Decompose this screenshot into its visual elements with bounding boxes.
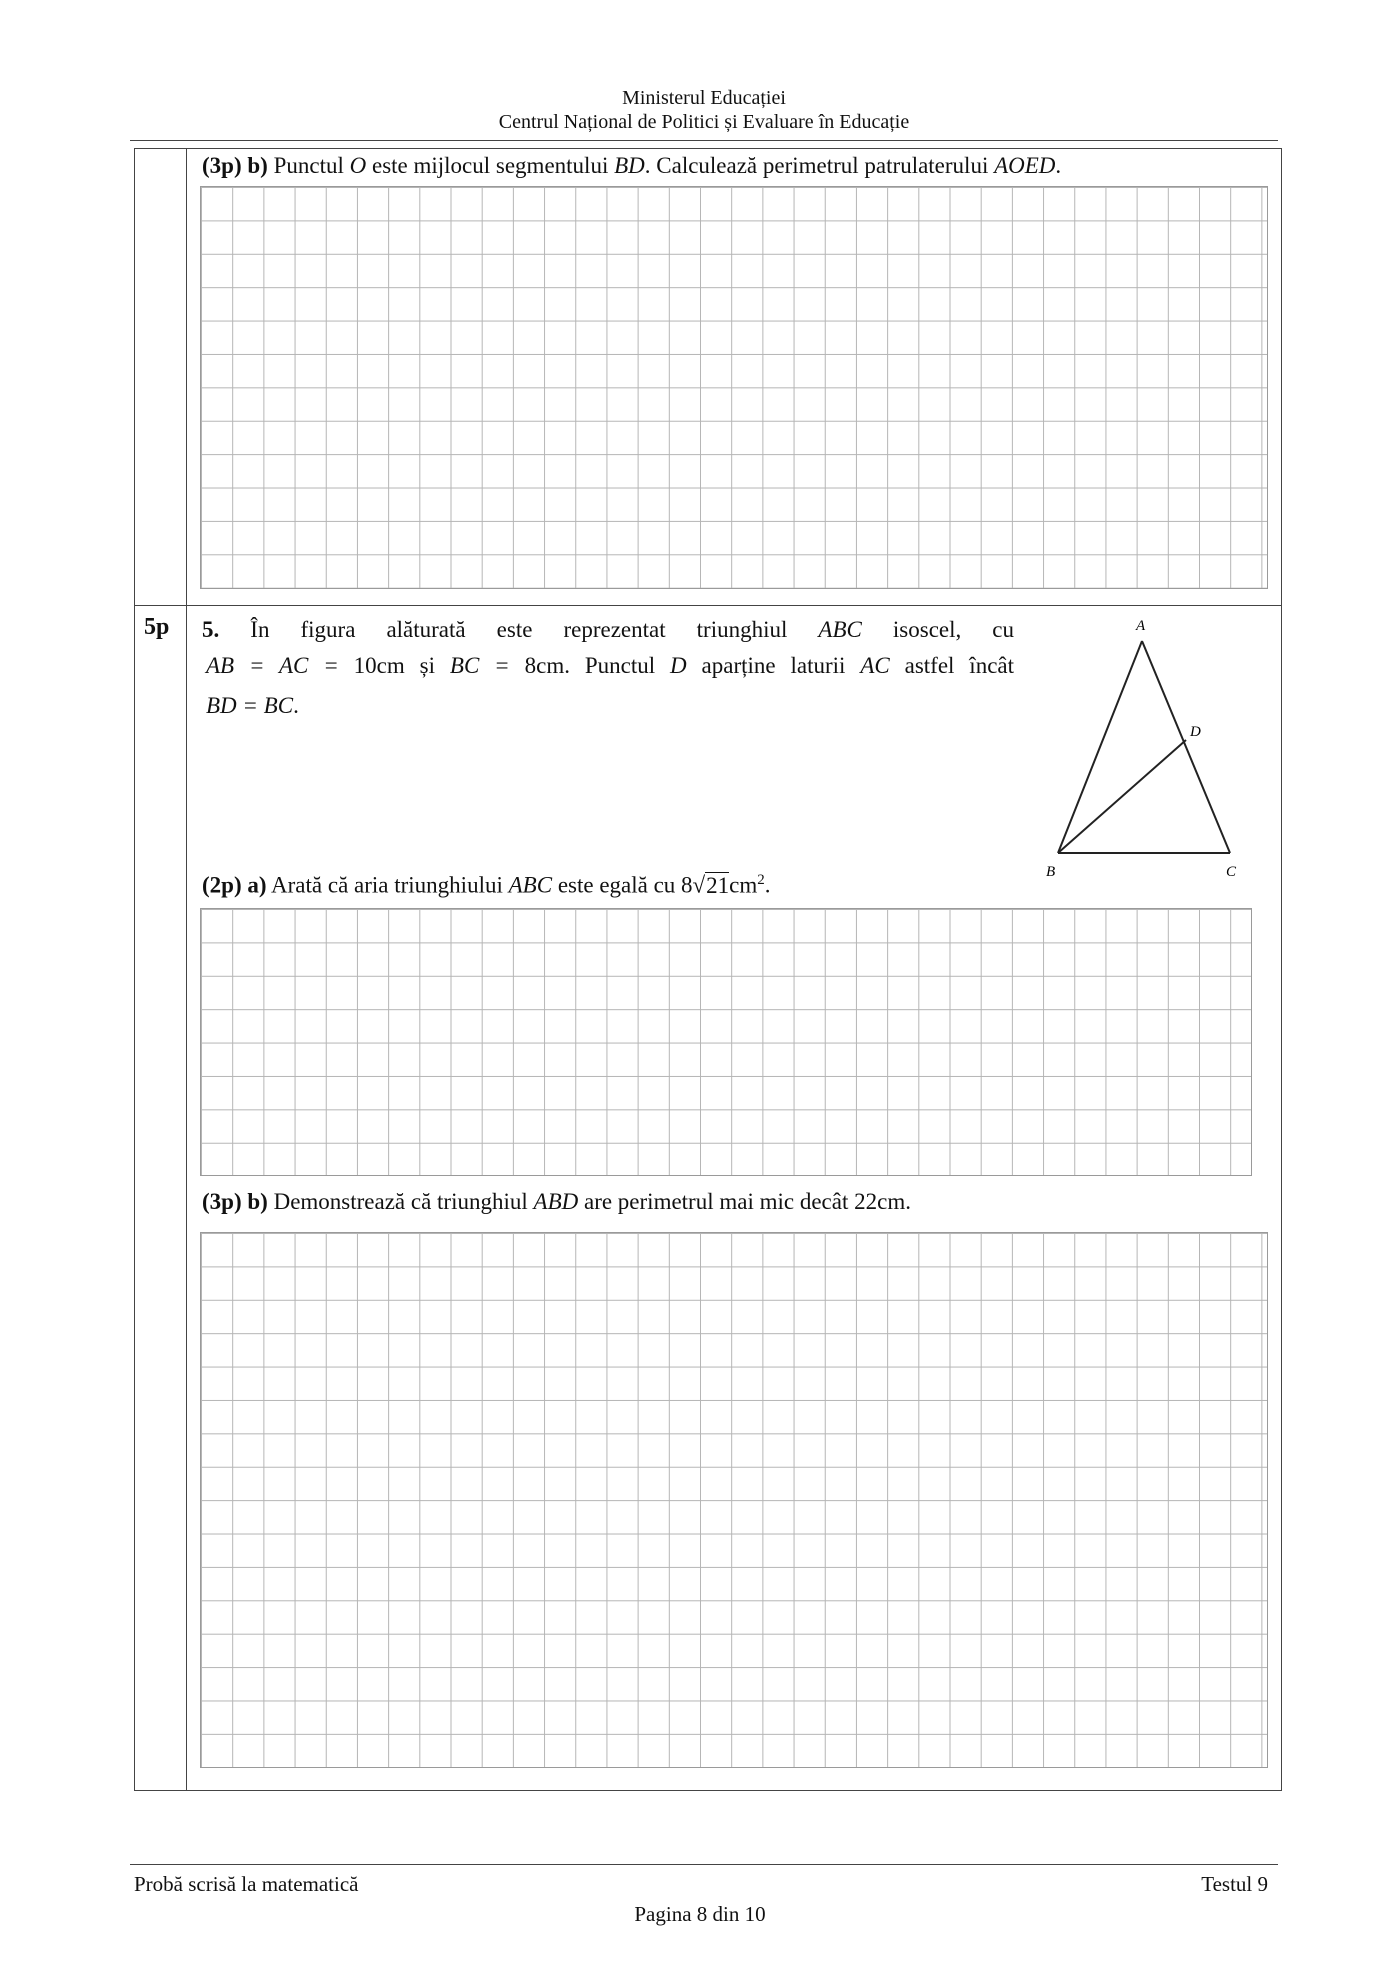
math-O: O [349,153,367,178]
text-fragment: În figura alăturată este reprezentat triunghiul [219,617,819,642]
text-fragment: aparține laturii [686,653,861,678]
footer-exam-name: Probă scrisă la matematică [134,1872,359,1896]
part-label-a: a) [247,872,267,898]
ministry-name: Ministerul Educației [622,87,786,109]
question-5b [202,1184,911,1220]
sqrt-sign: √ [692,872,706,898]
points-column-divider [186,148,187,1791]
label-C: C [1226,864,1237,880]
text-fragment: este egală cu [552,872,682,898]
text-fragment: . Punctul [564,653,671,678]
text-fragment: . [1055,153,1062,178]
triangle-figure [1040,608,1260,886]
answer-grid-5a[interactable] [200,908,1252,1176]
page-header [130,86,1278,134]
points-3p: (3p) [202,1189,242,1214]
text-fragment: . [905,1189,911,1214]
question-5-line3 [206,688,299,724]
math-AOED: AOED [994,153,1056,178]
value-10cm: 10cm [353,653,405,678]
math-AC: AC [860,653,890,678]
text-fragment: Punctul [267,153,350,178]
text-fragment: are perimetrul mai mic decât [578,1189,855,1214]
label-D: D [1190,724,1201,740]
area-unit: cm [729,872,758,898]
area-coefficient: 8 [681,872,693,898]
header-rule [130,140,1278,141]
answer-grid-5b[interactable] [200,1232,1268,1768]
center-name: Centrul Național de Politici și Evaluare în Educație [498,111,910,133]
text-fragment: Demonstrează că triunghiul [267,1189,534,1214]
math-ABC: ABC [508,872,553,898]
math-ABC: ABC [818,617,862,642]
area-radicand: 21 [706,872,730,898]
question-5a [202,862,771,904]
points-5p: 5p [144,614,170,640]
text-fragment: Arată că aria triunghiului [266,872,509,898]
side-AB [1058,641,1142,853]
math-fragment: AB = AC = [206,653,354,678]
math-D: D [670,653,687,678]
footer-test-number: Testul 9 [1201,1872,1268,1896]
side-AC [1142,641,1230,853]
area-exponent: 2 [757,872,765,888]
text-fragment: isoscel, cu [861,617,1014,642]
label-A: A [1136,618,1146,634]
part-label-b: b) [247,1189,268,1214]
footer-rule [130,1864,1278,1865]
math-fragment: BD = BC [206,693,294,718]
value-22cm: 22cm [854,1189,906,1214]
points-3p: (3p) [202,153,242,178]
footer-page-number: Pagina 8 din 10 [634,1902,766,1926]
label-B: B [1046,864,1056,880]
text-fragment: astfel încât [889,653,1015,678]
math-ABD: ABD [533,1189,579,1214]
text-fragment: . [764,872,771,898]
question-5-line2 [206,648,1014,684]
text-fragment: este mijlocul segmentului [366,153,615,178]
part-label-b: b) [247,153,268,178]
text-fragment: . [293,693,299,718]
points-2p: (2p) [202,872,242,898]
text-fragment: și [404,653,450,678]
question-5-line1 [202,612,1014,648]
text-fragment: . Calculează perimetrul patrulaterului [644,153,995,178]
math-fragment: BC = [449,653,525,678]
question-number: 5. [202,617,220,642]
question-4b [202,148,1061,184]
answer-grid-4b[interactable] [200,186,1268,589]
value-8cm: 8cm [524,653,565,678]
row-divider [134,605,1282,606]
segment-BD [1058,740,1186,853]
math-BD: BD [614,153,645,178]
